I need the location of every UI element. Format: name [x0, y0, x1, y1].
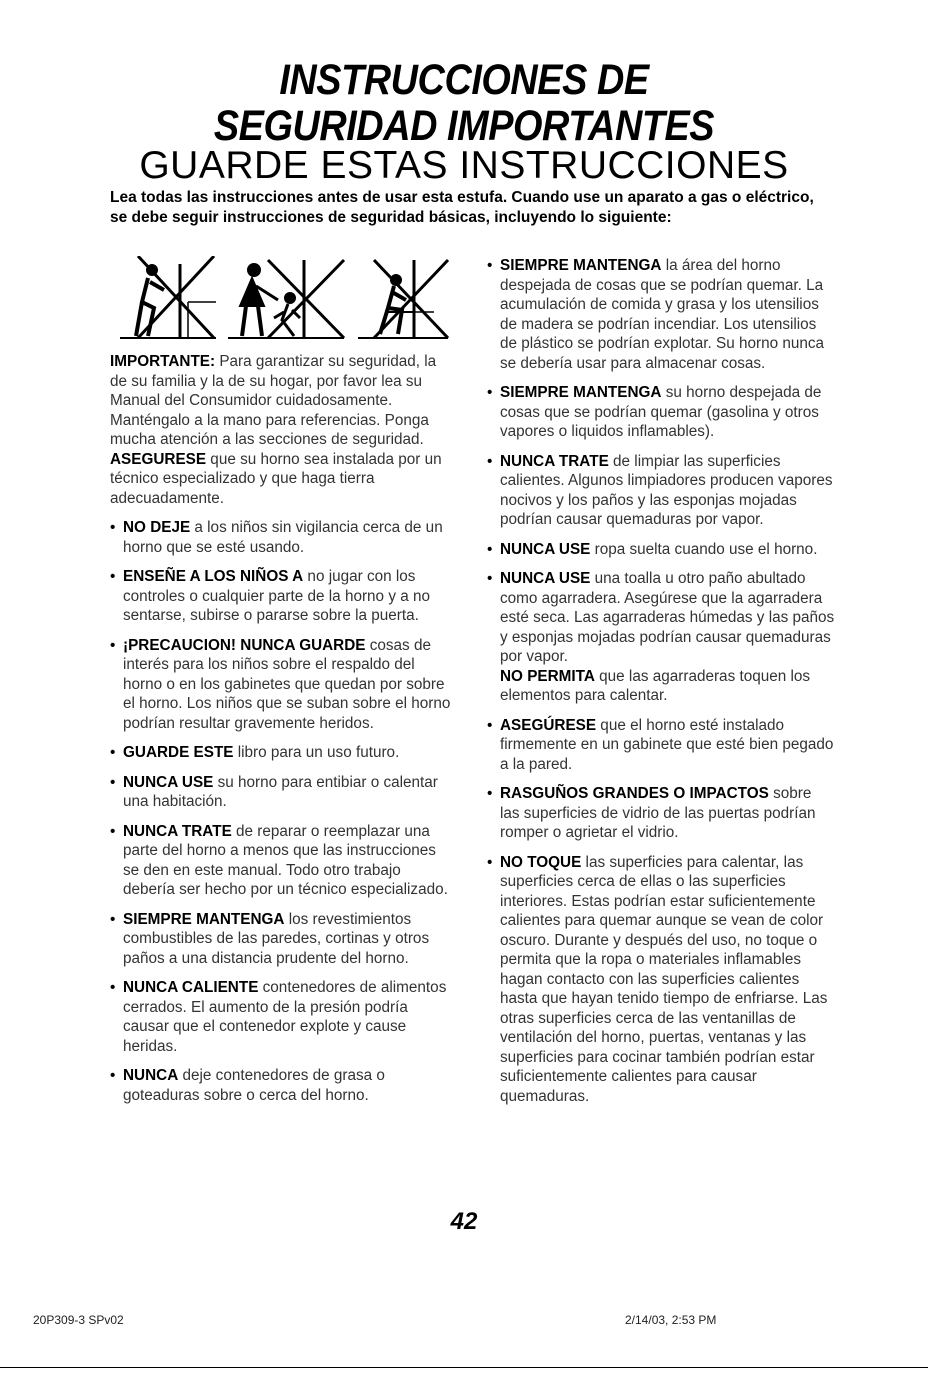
bottom-rule	[0, 1367, 928, 1368]
bullet-text: las superficies para calentar, las superficies cerca de ellas o las superficies interiores. Estas podrían estar suficientemente calientes para quemar aunque se vean de color oscuro. Durante y después del uso, no toque o permita que la ropa o materiales inflamables hagan contacto con las superficies calientes hasta que hayan tenido tiempo de enfriarse. Las otras superficies cerca de las ventanillas de ventilación del horno, puertas, ventanas y las superficies para cocinar también podrían estar suficientemente calientes para causar quemaduras.	[500, 853, 828, 1105]
bullet-text-2: que las agarraderas toquen los elementos para calentar.	[500, 667, 811, 704]
bullet-text: la área del horno despejada de cosas que se podrían quemar. La acumulación de comida y grasa y los utensilios de madera se podrían incendiar. Los utensilios de plástico se podrían explotar. Su horno nunca se debería usar para almacenar cosas.	[500, 257, 825, 372]
important-lead: IMPORTANTE:	[110, 353, 216, 370]
bullet-lead: NUNCA TRATE	[500, 452, 609, 470]
bullet-lead: GUARDE ESTE	[123, 744, 234, 761]
bullet-lead: NUNCA USE	[123, 773, 214, 791]
print-timestamp: 2/14/03, 2:53 PM	[625, 1313, 717, 1327]
right-column	[487, 256, 835, 1116]
title-line-1: INSTRUCCIONES DE	[279, 56, 649, 104]
intro-paragraph: Lea todas las instrucciones antes de usar esta estufa. Cuando use un aparato a gas o eléctrico, se debe seguir instrucciones de seguridad básicas, incluyendo lo siguiente:	[110, 189, 814, 226]
bullet-lead: RASGUÑOS GRANDES O IMPACTOS	[500, 785, 769, 802]
bullet-text: libro para un uso futuro.	[233, 744, 400, 761]
bullet-lead: NUNCA USE	[500, 540, 591, 558]
bullet-lead: SIEMPRE MANTENGA	[500, 257, 662, 274]
title-line-2: SEGURIDAD IMPORTANTES	[213, 102, 715, 150]
bullet-text: contenedores de alimentos cerrados. El aumento de la presión podría causar que el contenedor explote y cause heridas.	[123, 979, 447, 1055]
no-child-climbing-icon	[120, 256, 216, 338]
important-paragraph	[110, 352, 455, 508]
bullet-text: que el horno esté instalado firmemente en un gabinete que esté bien pegado a la pared.	[500, 716, 834, 773]
page-number: 42	[450, 1208, 478, 1235]
bullet-text: sobre las superficies de vidrio de las puertas podrían romper o agrietar el vidrio.	[500, 785, 816, 841]
page-title: GUARDE ESTAS INSTRUCCIONES	[139, 144, 789, 187]
bullet-text: cosas de interés para los niños sobre el respaldo del horno o en los gabinetes que quedan por sobre el horno. Los niños que se suban sobre el horno podrían resultar gravemente heridos.	[123, 636, 451, 732]
bullet-lead: NUNCA	[123, 1067, 179, 1084]
list-item	[487, 452, 835, 530]
list-item	[110, 743, 455, 763]
list-item	[487, 716, 835, 775]
bullet-lead: SIEMPRE MANTENGA	[500, 384, 662, 401]
list-item	[110, 910, 455, 969]
bullet-text: de reparar o reemplazar una parte del horno a menos que las instrucciones se den en este manual. Todo otro trabajo debería ser hecho por un técnico especializado.	[123, 822, 448, 898]
right-bullet-list	[487, 256, 835, 1106]
list-item	[487, 256, 835, 373]
bullet-text: su horno despejada de cosas que se podrían quemar (gasolina y otros vapores o liquidos inflamables).	[500, 384, 822, 440]
bullet-lead: SIEMPRE MANTENGA	[123, 910, 285, 928]
list-item	[110, 567, 455, 626]
important-text-2: que su horno sea instalada por un técnico especializado y que haga tierra adecuadamente.	[110, 450, 442, 507]
left-bullet-list	[110, 518, 455, 1105]
doc-code: 20P309-3 SPv02	[33, 1313, 124, 1327]
list-item	[110, 518, 455, 557]
safety-pictograms	[118, 256, 454, 342]
no-child-with-adult-icon	[228, 260, 344, 338]
important-text-1: Para garantizar su seguridad, la de su familia y la de su hogar, por favor lea su Manual del Consumidor cuidadosamente. Manténgalo a la mano para referencias. Ponga mucha atención a las secciones de seguridad.	[110, 353, 437, 448]
important-lead-2: ASEGURESE	[110, 450, 207, 468]
list-item	[487, 540, 835, 560]
bullet-text: deje contenedores de grasa o goteaduras sobre o cerca del horno.	[123, 1067, 385, 1104]
bullet-text: ropa suelta cuando use el horno.	[590, 540, 818, 558]
list-item	[487, 383, 835, 442]
bullet-lead: NUNCA USE	[500, 570, 591, 587]
list-item	[110, 978, 455, 1056]
bullet-text: su horno para entibiar o calentar una habitación.	[123, 773, 438, 810]
bullet-text: a los niños sin vigilancia cerca de un horno que se esté usando.	[123, 519, 443, 556]
left-column	[110, 352, 455, 1115]
bullet-text: una toalla u otro paño abultado como agarradera. Asegúrese que la agarradera esté seca. Las agarraderas húmedas y las paños y esponjas mojadas podrían causar quemaduras por vapor.	[500, 570, 835, 665]
list-item	[487, 853, 835, 1107]
list-item	[110, 773, 455, 812]
no-child-sitting-icon	[358, 260, 448, 338]
bullet-lead: NUNCA CALIENTE	[123, 979, 259, 996]
bullet-lead: ¡PRECAUCION! NUNCA GUARDE	[123, 636, 366, 654]
list-item	[110, 636, 455, 734]
list-item	[487, 569, 835, 706]
bullet-lead: ASEGÚRESE	[500, 716, 597, 734]
list-item	[110, 822, 455, 900]
bullet-lead: NO TOQUE	[500, 853, 582, 871]
bullet-text: de limpiar las superficies calientes. Algunos limpiadores producen vapores nocivos y los paños y las esponjas mojadas podrían causar quemaduras por vapor.	[500, 452, 833, 528]
bullet-lead-2: NO PERMITA	[500, 667, 595, 685]
bullet-text: no jugar con los controles o cualquier parte de la horno y a no sentarse, subirse o pararse sobre la puerta.	[123, 568, 430, 624]
bullet-lead: NO DEJE	[123, 519, 191, 536]
list-item	[110, 1066, 455, 1105]
bullet-lead: NUNCA TRATE	[123, 822, 232, 840]
bullet-lead: ENSEÑE A LOS NIÑOS A	[123, 568, 304, 585]
bullet-text: los revestimientos combustibles de las paredes, cortinas y otros paños a una distancia prudente del horno.	[123, 910, 430, 967]
list-item	[487, 784, 835, 843]
